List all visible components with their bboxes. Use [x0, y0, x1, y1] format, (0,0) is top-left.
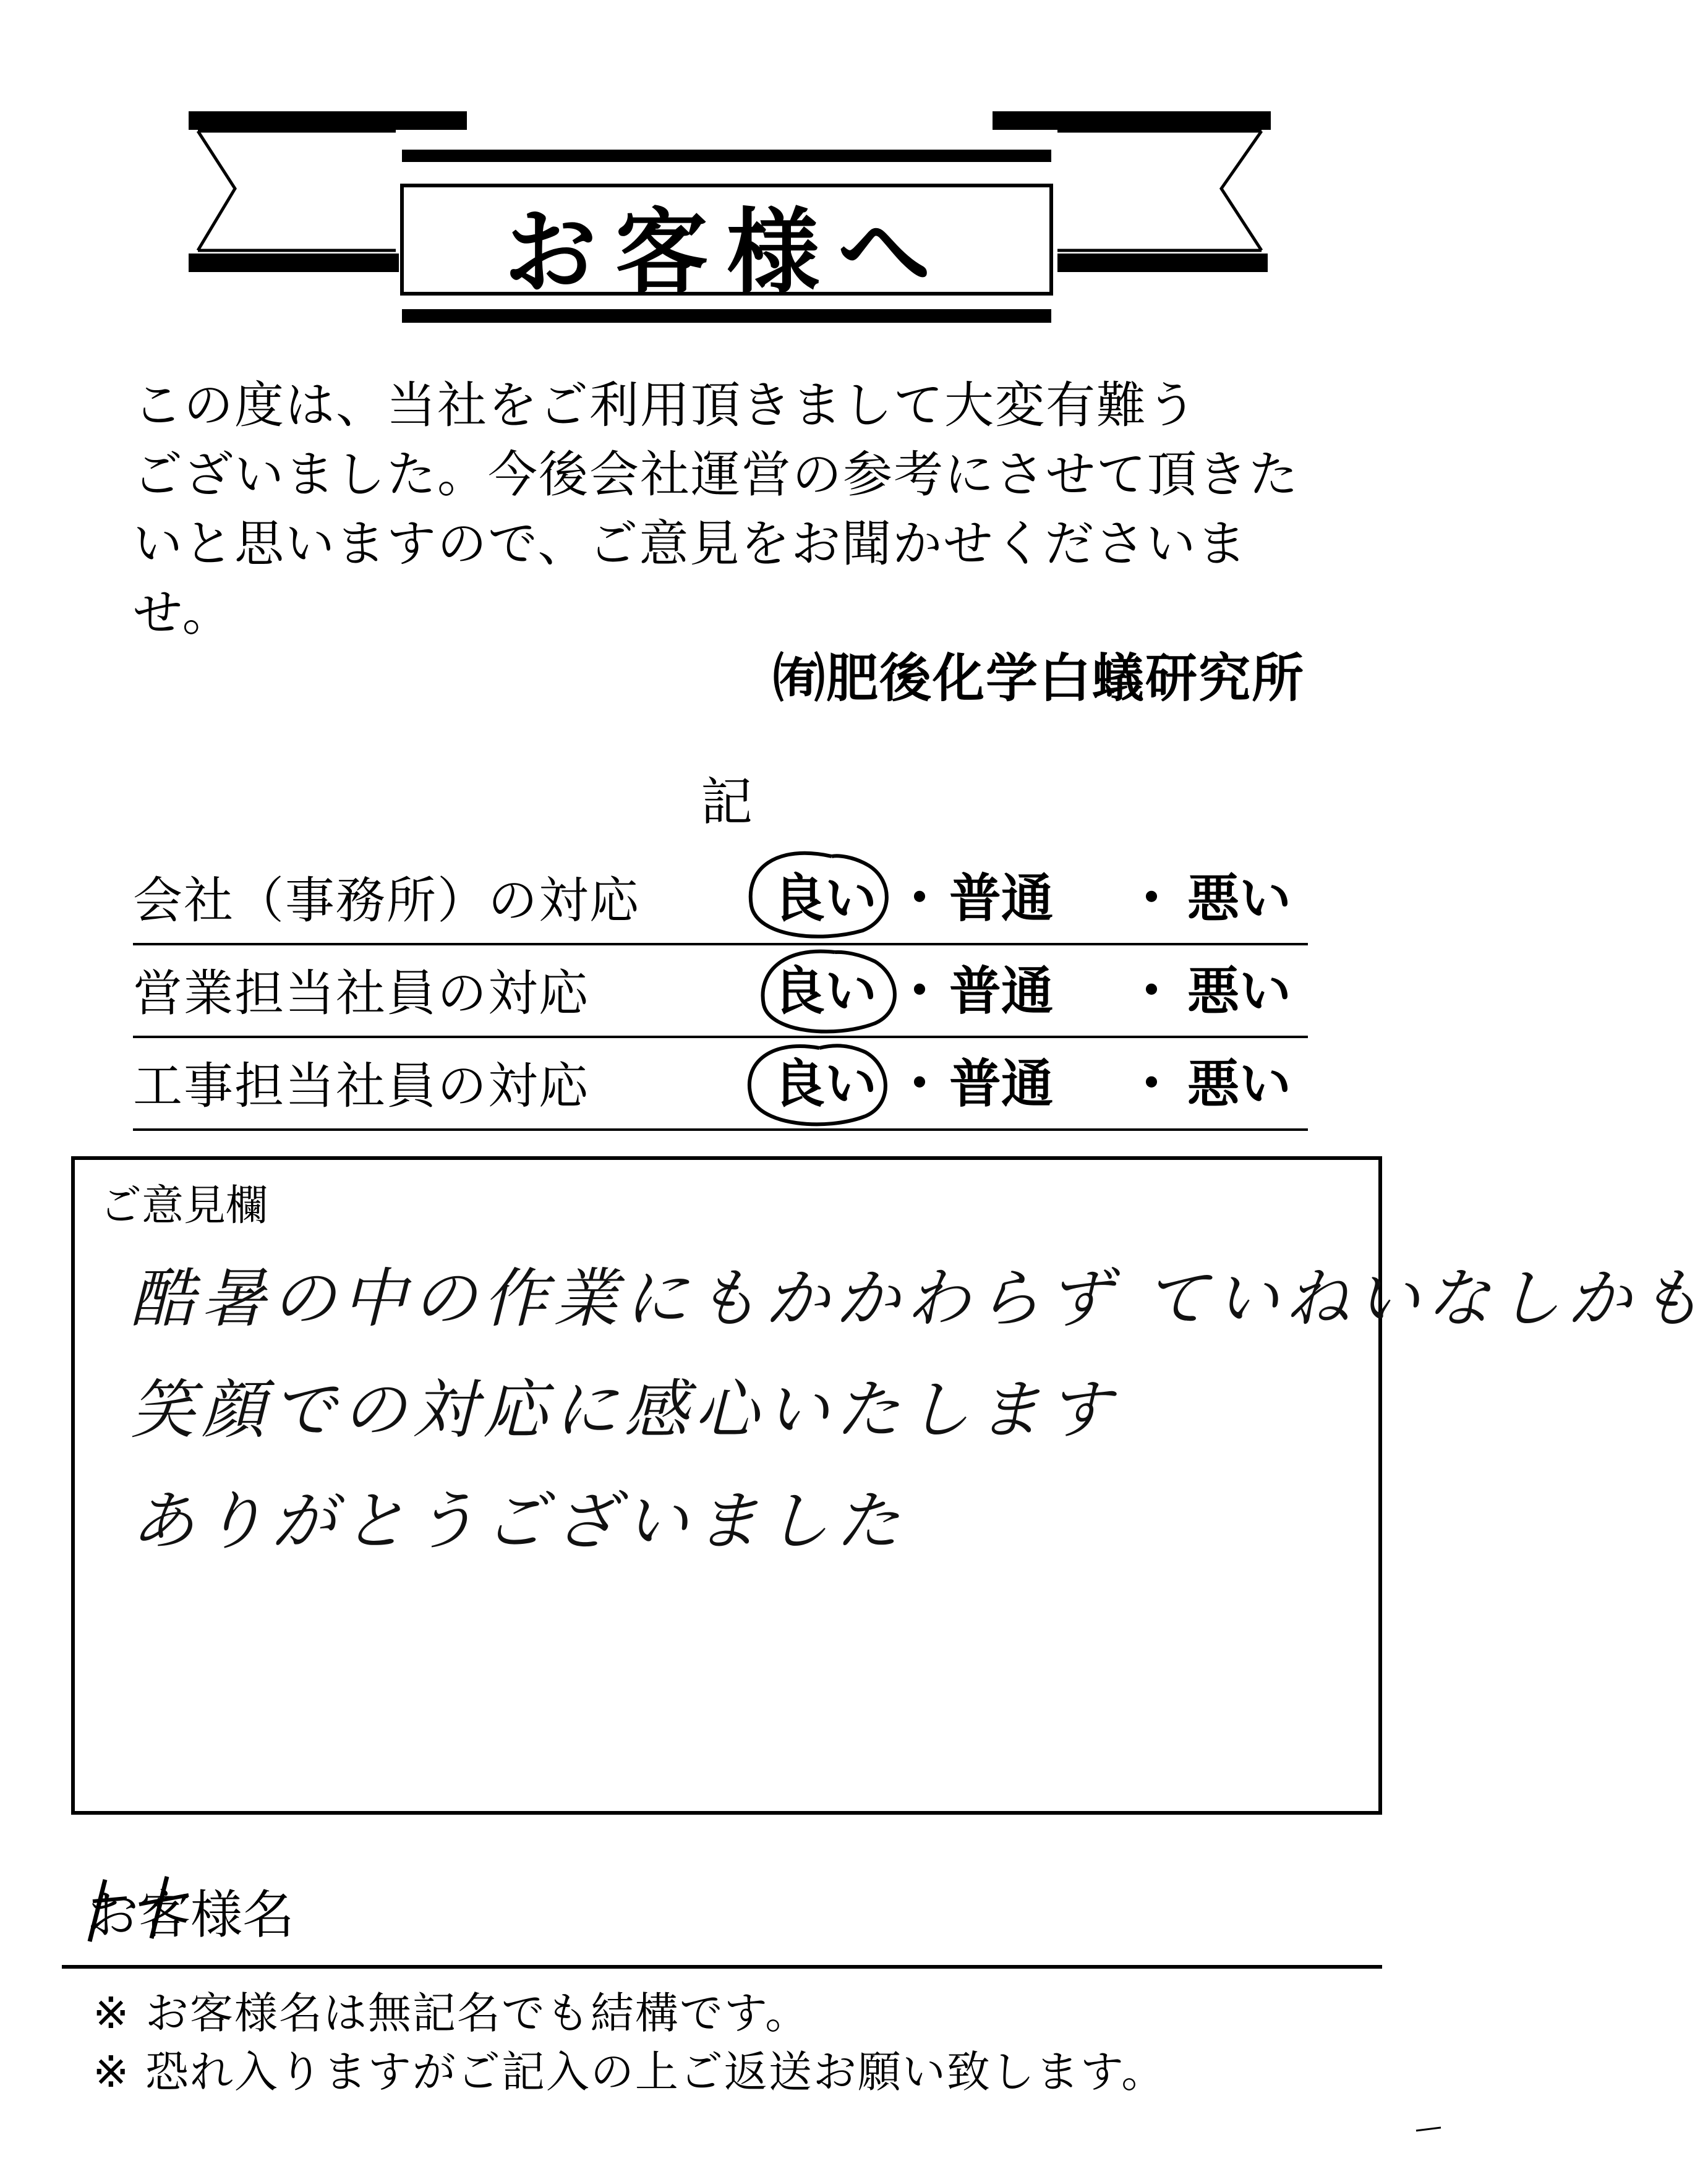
option-bad[interactable]: 悪い: [1187, 868, 1292, 929]
intro-text: [133, 371, 1339, 648]
option-separator: ・: [894, 1054, 946, 1114]
comment-heading: ご意見欄: [100, 1182, 268, 1230]
rating-label: 会社（事務所）の対応: [133, 872, 640, 929]
option-good[interactable]: 良い: [773, 1054, 877, 1114]
note-line: ※ 恐れ入りますがご記入の上ご返送お願い致します。: [93, 2047, 1166, 2097]
comment-line: 酷暑の中の作業にもかかわらず ていねいなしかも: [130, 1261, 1708, 1336]
option-normal[interactable]: 普通: [949, 868, 1054, 929]
option-good[interactable]: 良い: [773, 868, 877, 929]
rating-label: 営業担当社員の対応: [133, 965, 589, 1022]
option-separator: ・: [1125, 868, 1178, 929]
note-line: ※ お客様名は無記名でも結構です。: [93, 1988, 810, 2039]
option-good[interactable]: 良い: [773, 961, 877, 1021]
selection-circle: [736, 1033, 903, 1141]
intro-line: この度は、当社をご利用頂きまして大変有難う: [133, 377, 1198, 434]
intro-line: いと思いますので、ご意見をお聞かせくださいませ。: [133, 515, 1248, 642]
selection-circle: [739, 844, 900, 949]
customer-name-line[interactable]: [62, 1965, 1382, 1969]
option-separator: ・: [894, 961, 946, 1021]
comment-line: 笑顔での対応に感心いたします: [130, 1372, 1118, 1447]
option-separator: ・: [1125, 1054, 1178, 1114]
rating-row-office: [133, 850, 1308, 945]
intro-line: ございました。今後会社運営の参考にさせて頂きた: [133, 446, 1299, 503]
option-separator: ・: [894, 868, 946, 929]
rating-label: 工事担当社員の対応: [133, 1057, 589, 1115]
option-separator: ・: [1125, 961, 1178, 1021]
comment-box[interactable]: [71, 1156, 1708, 1815]
option-normal[interactable]: 普通: [949, 961, 1054, 1021]
ki-heading: 記: [700, 772, 753, 832]
strikethrough-marks: [80, 1867, 278, 1948]
corner-mark: [1416, 2127, 1441, 2132]
comment-line: ありがとうございました: [130, 1483, 907, 1559]
rating-row-sales: [133, 943, 1308, 1038]
option-normal[interactable]: 普通: [949, 1054, 1054, 1114]
option-bad[interactable]: 悪い: [1187, 1054, 1292, 1114]
company-name: ㈲肥後化学白蟻研究所: [772, 648, 1305, 709]
option-bad[interactable]: 悪い: [1187, 961, 1292, 1021]
page-title: お客様へ: [503, 198, 949, 307]
rating-row-construction: [133, 1036, 1308, 1131]
customer-name-label: お客様名: [87, 1885, 295, 1945]
